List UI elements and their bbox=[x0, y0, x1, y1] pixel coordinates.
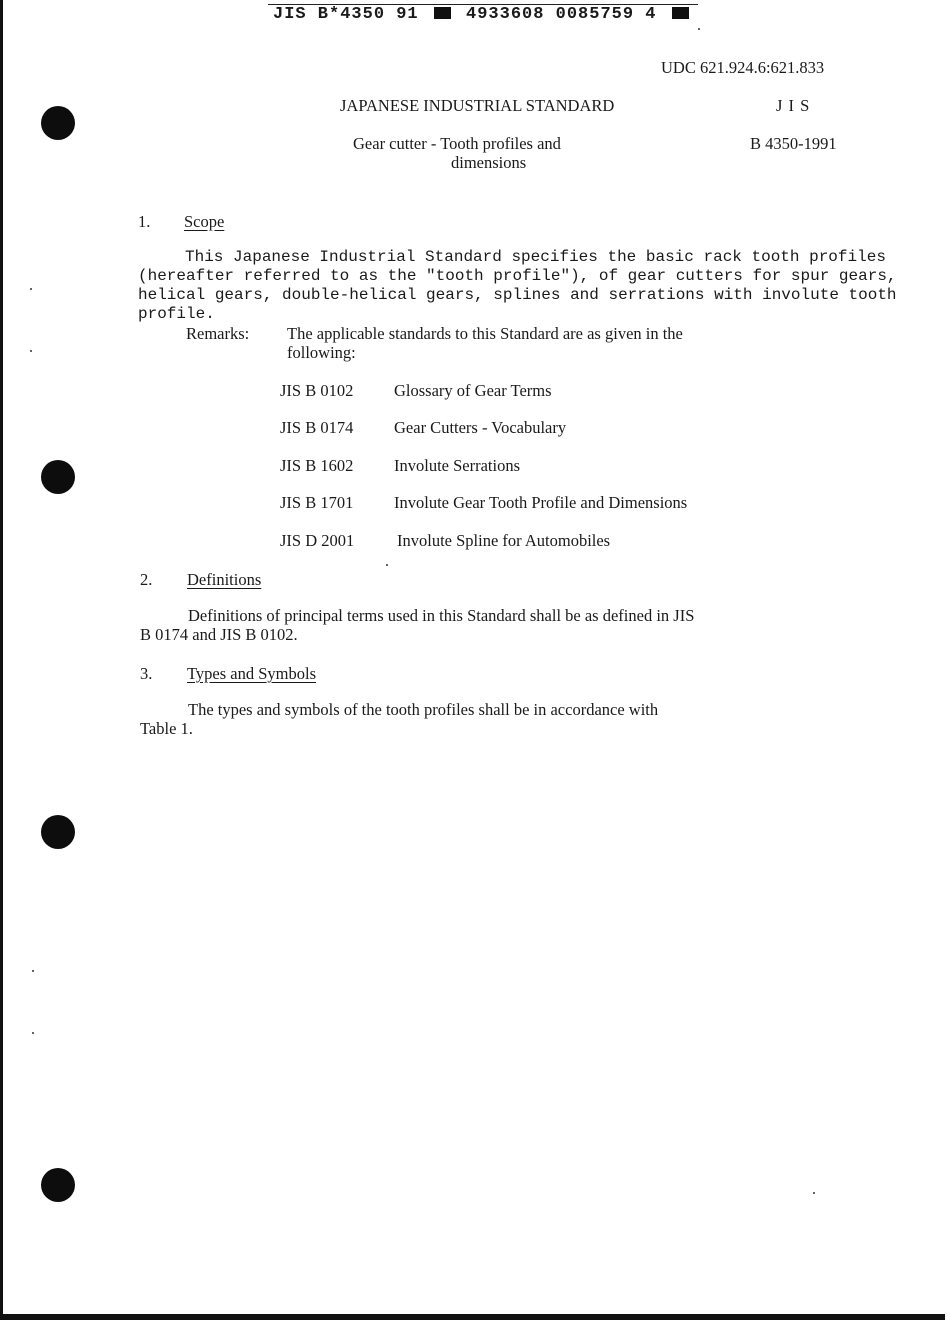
section-heading-types-and-symbols: Types and Symbols bbox=[187, 664, 317, 683]
scan-speck bbox=[813, 1192, 815, 1194]
reference-code: JIS B 0174 bbox=[280, 418, 354, 437]
definitions-paragraph bbox=[140, 606, 694, 644]
paragraph-line: helical gears, double-helical gears, splines and serrations with involute tooth profile. bbox=[138, 286, 897, 323]
paragraph-line: Table 1. bbox=[140, 719, 193, 738]
reference-code: JIS D 2001 bbox=[280, 531, 355, 550]
punch-hole bbox=[41, 815, 75, 849]
reference-title: Involute Serrations bbox=[394, 456, 521, 475]
section-heading-definitions: Definitions bbox=[187, 570, 262, 589]
punch-hole bbox=[41, 106, 75, 140]
scan-speck bbox=[386, 564, 388, 566]
reference-title: Glossary of Gear Terms bbox=[394, 381, 552, 400]
scan-speck bbox=[32, 1032, 34, 1034]
scan-speck bbox=[30, 350, 32, 352]
reference-code: JIS B 0102 bbox=[280, 381, 354, 400]
header-code-part1: JIS B*4350 91 bbox=[273, 5, 419, 24]
reference-code: JIS B 1602 bbox=[280, 456, 354, 475]
section-number: 1. bbox=[138, 212, 151, 231]
reference-title: Gear Cutters - Vocabulary bbox=[394, 418, 567, 437]
scope-paragraph bbox=[138, 248, 950, 324]
standard-name: JAPANESE INDUSTRIAL STANDARD bbox=[340, 96, 615, 115]
remarks-line1: The applicable standards to this Standard are as given in the bbox=[287, 324, 683, 343]
reference-title: Involute Gear Tooth Profile and Dimensions bbox=[394, 493, 688, 512]
doc-title-line2: dimensions bbox=[451, 153, 527, 172]
barcode-block bbox=[672, 7, 689, 19]
header-code bbox=[273, 5, 693, 24]
paragraph-line: (hereafter referred to as the "tooth profile"), of gear cutters for spur gears, bbox=[138, 267, 897, 285]
doc-number: B 4350-1991 bbox=[750, 134, 837, 153]
paragraph-line: Definitions of principal terms used in this Standard shall be as defined in JIS bbox=[188, 606, 695, 625]
section-number: 3. bbox=[140, 664, 153, 683]
types-paragraph bbox=[140, 700, 658, 738]
header-code-part2: 4933608 0085759 4 bbox=[466, 5, 657, 24]
barcode-block bbox=[434, 7, 451, 19]
remarks-line2: following: bbox=[287, 343, 356, 362]
punch-hole bbox=[41, 460, 75, 494]
udc-number: UDC 621.924.6:621.833 bbox=[661, 58, 825, 77]
scan-speck bbox=[30, 288, 32, 290]
scan-speck bbox=[32, 970, 34, 972]
punch-hole bbox=[41, 1168, 75, 1202]
section-heading-scope: Scope bbox=[184, 212, 225, 231]
paragraph-line: B 0174 and JIS B 0102. bbox=[140, 625, 298, 644]
paragraph-line: This Japanese Industrial Standard specifies the basic rack tooth profiles bbox=[185, 248, 886, 266]
paragraph-line: The types and symbols of the tooth profiles shall be in accordance with bbox=[188, 700, 659, 719]
scan-speck bbox=[698, 28, 700, 30]
remarks-label: Remarks: bbox=[186, 324, 250, 343]
section-number: 2. bbox=[140, 570, 153, 589]
doc-title-line1: Gear cutter - Tooth profiles and bbox=[353, 134, 561, 153]
jis-label: J I S bbox=[776, 96, 811, 115]
page-border-left bbox=[0, 0, 3, 1320]
reference-code: JIS B 1701 bbox=[280, 493, 354, 512]
page-border-bottom bbox=[0, 1314, 945, 1320]
reference-title: Involute Spline for Automobiles bbox=[397, 531, 611, 550]
